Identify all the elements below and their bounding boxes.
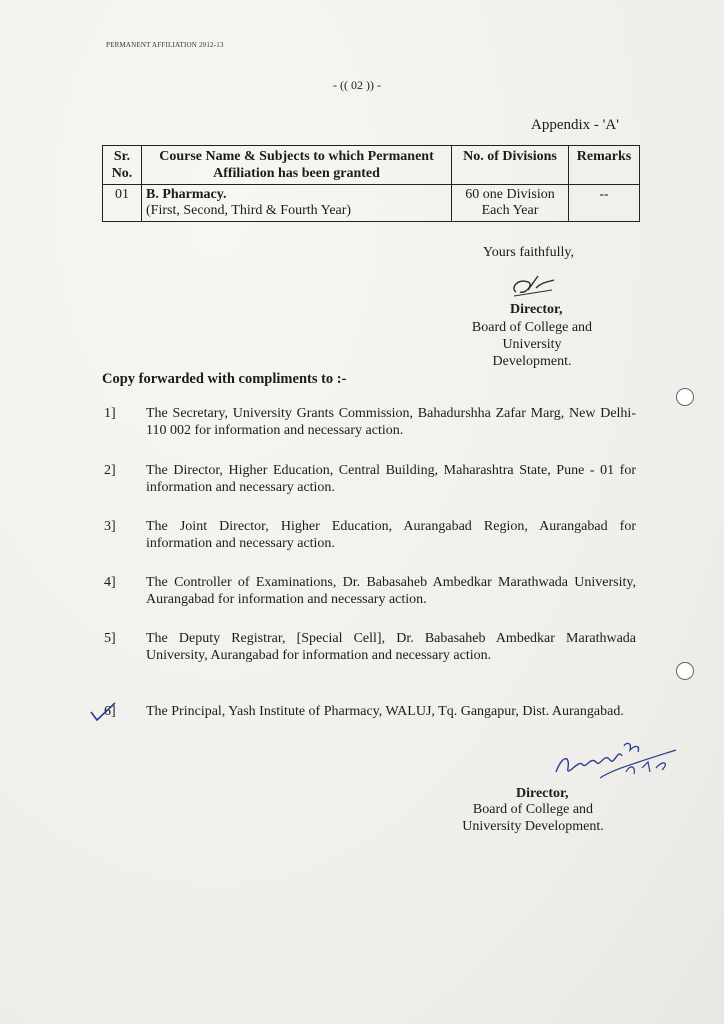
table-row [103, 185, 640, 222]
board-line-2: University Development. [462, 819, 604, 834]
header-sr: Sr. No. [103, 146, 142, 185]
recipient-number: 2] [104, 463, 116, 478]
affiliation-tag: PERMANENT AFFILIATION 2012-13 [106, 41, 224, 49]
appendix-label: Appendix - 'A' [531, 117, 619, 133]
board-line-1: Board of College and [471, 320, 593, 335]
recipient-item [104, 462, 634, 498]
recipient-text: The Director, Higher Education, Central Building, Maharashtra State, Pune - 01 for information and necessary action. [146, 463, 636, 495]
header-divisions: No. of Divisions [452, 146, 569, 185]
punch-hole-icon [676, 662, 694, 680]
director-signature-icon [508, 272, 558, 300]
recipient-text: The Secretary, University Grants Commission, Bahadurshha Zafar Marg, New Delhi- 110 002 for information and necessary action. [146, 406, 636, 438]
cell-divisions: 60 one Division Each Year [452, 185, 569, 222]
recipient-number: 5] [104, 631, 116, 646]
recipient-number: 4] [104, 575, 116, 590]
cell-course [142, 185, 452, 222]
recipient-item [104, 405, 634, 441]
board-line-2: University Development. [492, 337, 572, 369]
board-name [462, 319, 602, 370]
board-line-1: Board of College and [472, 802, 594, 817]
header-remarks: Remarks [569, 146, 640, 185]
recipient-item [104, 630, 634, 684]
copy-forwarded-heading: Copy forwarded with compliments to :- [102, 371, 347, 387]
closing-salutation: Yours faithfully, [483, 245, 575, 260]
recipient-item [104, 518, 634, 554]
board-name-2 [453, 801, 613, 835]
director-title: Director, [510, 302, 563, 317]
table-header-row [103, 146, 640, 185]
recipient-item [104, 703, 634, 739]
checkmark-icon [88, 700, 118, 724]
director-title-2: Director, [516, 786, 569, 801]
recipient-item [104, 574, 634, 610]
header-course: Course Name & Subjects to which Permanent Affiliation has been granted [142, 146, 452, 185]
recipient-number: 1] [104, 406, 116, 421]
handwritten-initials-icon [552, 738, 682, 784]
recipient-text: The Controller of Examinations, Dr. Babasaheb Ambedkar Marathwada University, Aurangabad for information and necessary action. [146, 575, 636, 607]
affiliation-table [102, 145, 640, 222]
recipient-number: 6] [104, 704, 116, 719]
course-years: (First, Second, Third & Fourth Year) [146, 203, 352, 218]
recipient-text: The Principal, Yash Institute of Pharmacy, WALUJ, Tq. Gangapur, Dist. Aurangabad. [146, 704, 624, 719]
page-number: - (( 02 )) - [333, 78, 381, 92]
cell-sr: 01 [103, 185, 142, 222]
recipient-number: 3] [104, 519, 116, 534]
recipient-text: The Deputy Registrar, [Special Cell], Dr. Babasaheb Ambedkar Marathwada University, Aurangabad for information and necessary action. [146, 631, 636, 663]
course-title: B. Pharmacy. [146, 187, 227, 202]
punch-hole-icon [676, 388, 694, 406]
recipient-text: The Joint Director, Higher Education, Aurangabad Region, Aurangabad for information and necessary action. [146, 519, 636, 551]
cell-remarks: -- [569, 185, 640, 222]
